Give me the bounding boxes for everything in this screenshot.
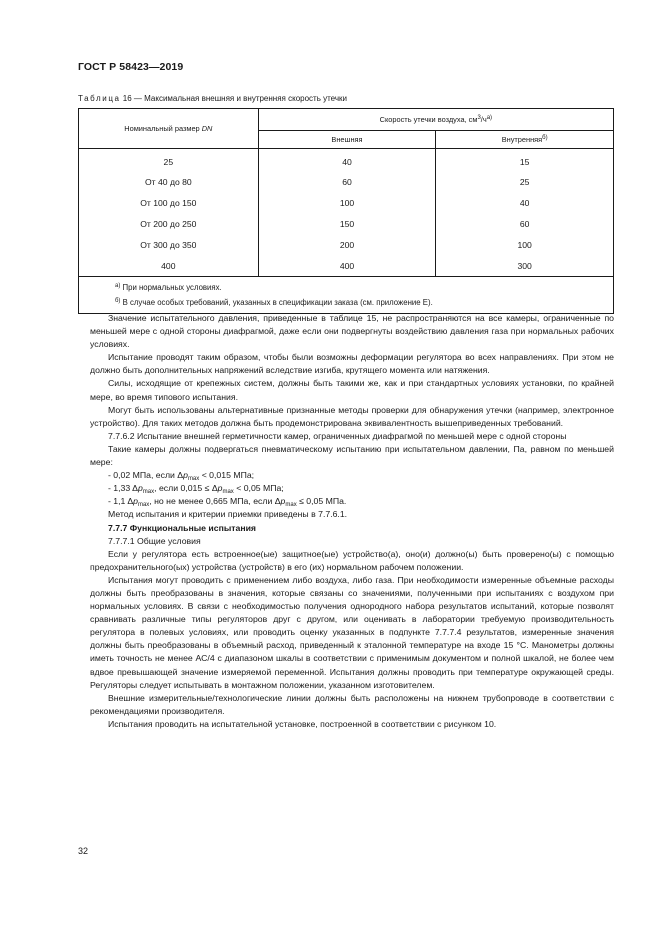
table-row	[79, 213, 614, 234]
table-cell: 40	[258, 149, 436, 172]
paragraph: Если у регулятора есть встроенное(ые) защитное(ые) устройство(а), оно(и) должно(ы) быть проверено(ы) с помощью предохранительного(ых) устройства (устройств) в его (их) нормальном рабочем положении.	[90, 548, 614, 572]
col-header-internal: Внутренняя$^{б)}$	[436, 131, 614, 149]
table-row	[79, 171, 614, 192]
table-footnote-b: $^{б)}$ В случае особых требований, указанных в спецификации заказа (см. приложение Е).	[79, 295, 614, 314]
paragraph: Испытания проводить на испытательной установке, построенной в соответствии с рисунком 10.	[108, 718, 497, 729]
section-heading-7-7-6-2: 7.7.6.2 Испытание внешней герметичности камер, ограниченных диафрагмой по меньшей мере с одной стороны	[108, 430, 567, 441]
col-header-leak-rate-group: Скорость утечки воздуха, $см^3/ч^{а)}$	[258, 109, 613, 131]
table-cell: 25	[436, 171, 614, 192]
table-row	[79, 234, 614, 255]
table-cell: 100	[258, 192, 436, 213]
paragraph: Силы, исходящие от крепежных систем, должны быть такими же, как и при стандартных условиях установки, по крайней мере, во время типового испытания.	[90, 378, 614, 402]
table-cell: 60	[436, 213, 614, 234]
paragraph: Могут быть использованы альтернативные признанные методы проверки для обнаружения утечки (например, электронное устройство). Для таких методов должна быть продемонстрирована эквивалентность вышеприведенных требований.	[90, 404, 614, 428]
paragraph: Значение испытательного давления, приведенные в таблице 15, не распространяются на все камеры, ограниченные по меньшей мере с одной стороны диафрагмой, даже если они подвергнуты воздействию давления газа при нормальных рабочих условиях.	[90, 313, 614, 350]
paragraph: Внешние измерительные/технологические линии должны быть расположены на нижнем трубопроводе в соответствии с рекомендациями производителя.	[90, 692, 614, 716]
table-cell: 200	[258, 234, 436, 255]
table-cell: 400	[79, 255, 259, 277]
page-number: 32	[78, 846, 89, 856]
table-footnote-a: $^{а)}$ При нормальных условиях.	[79, 277, 614, 296]
table-caption-text: 16 — Максимальная внешняя и внутренняя скорость утечки	[120, 94, 347, 103]
table-caption-label: Таблица	[78, 94, 121, 103]
list-item: - 1,1 $\Delta p_{max}$, но не менее 0,665 МПа, если $\Delta p_{max} \le 0,05$ МПа.	[108, 496, 347, 509]
body-text	[90, 312, 614, 731]
table-cell: От 40 до 80	[79, 171, 259, 192]
paragraph: Метод испытания и критерии приемки приведены в 7.7.6.1.	[108, 509, 348, 520]
paragraph: Такие камеры должны подвергаться пневматическому испытанию при испытательном давлении, Па, равном по меньшей мере:	[90, 443, 614, 468]
table-cell: 400	[258, 255, 436, 277]
col-header-external: Внешняя	[258, 131, 436, 149]
paragraph: Испытания могут проводить с применением либо воздуха, либо газа. При необходимости измеренные объемные расходы должны быть преобразованы в значения, которые связаны со значениями, полученными при испытаниях с воздухом при нормальных условиях. В связи с необходимостью получения однородного набора результатов испытаний, которые позволят сравнивать различные типы регуляторов друг с другом, или оценивать в лаборатории требуемую производительность регулятора в полевых условиях, или проводить оценку указанных в подпункте 7.7.7.4 результатов, измеренные значения должны быть преобразованы в объемный расход, приведенный к эталонной температуре на входе 15 °С. Манометры должны иметь точность не менее АС/4 с диапазоном шкалы в соответствии с применимым документом и полной шкалой, не более чем вдвое превышающей значение измеряемой переменной. Испытания должны проводить при температуре окружающей среды. Регуляторы следует испытывать в монтажном положении, указанном изготовителем.	[90, 574, 614, 690]
table-row	[79, 255, 614, 277]
table-cell: 40	[436, 192, 614, 213]
table-cell: 100	[436, 234, 614, 255]
table-cell: 150	[258, 213, 436, 234]
list-item: - 0,02 МПа, если $\Delta p_{max} < 0,015$ МПа;	[108, 470, 255, 483]
table-cell: 60	[258, 171, 436, 192]
document-header: ГОСТ Р 58423—2019	[78, 61, 184, 73]
table-caption	[78, 94, 347, 103]
table-cell: От 300 до 350	[79, 234, 259, 255]
table-cell: 25	[79, 149, 259, 172]
table-cell: 15	[436, 149, 614, 172]
table-cell: От 200 до 250	[79, 213, 259, 234]
col-header-nominal-size: Номинальный размер DN	[79, 109, 259, 149]
section-heading-7-7-7-1: 7.7.7.1 Общие условия	[108, 535, 201, 546]
table-cell: От 100 до 150	[79, 192, 259, 213]
table-row	[79, 149, 614, 172]
paragraph: Испытание проводят таким образом, чтобы были возможны деформации регулятора во всех направлениях. При этом не должно быть дополнительных напряжений вследствие изгиба, крутящего момента или натяжения.	[90, 352, 614, 376]
table-row	[79, 192, 614, 213]
leak-rate-table	[78, 108, 614, 314]
list-item: - 1,33 $\Delta p_{max}$, если $0,015 \le \Delta p_{max} < 0,05$ МПа;	[108, 483, 284, 496]
table-cell: 300	[436, 255, 614, 277]
section-heading-7-7-7: 7.7.7 Функциональные испытания	[108, 522, 256, 533]
